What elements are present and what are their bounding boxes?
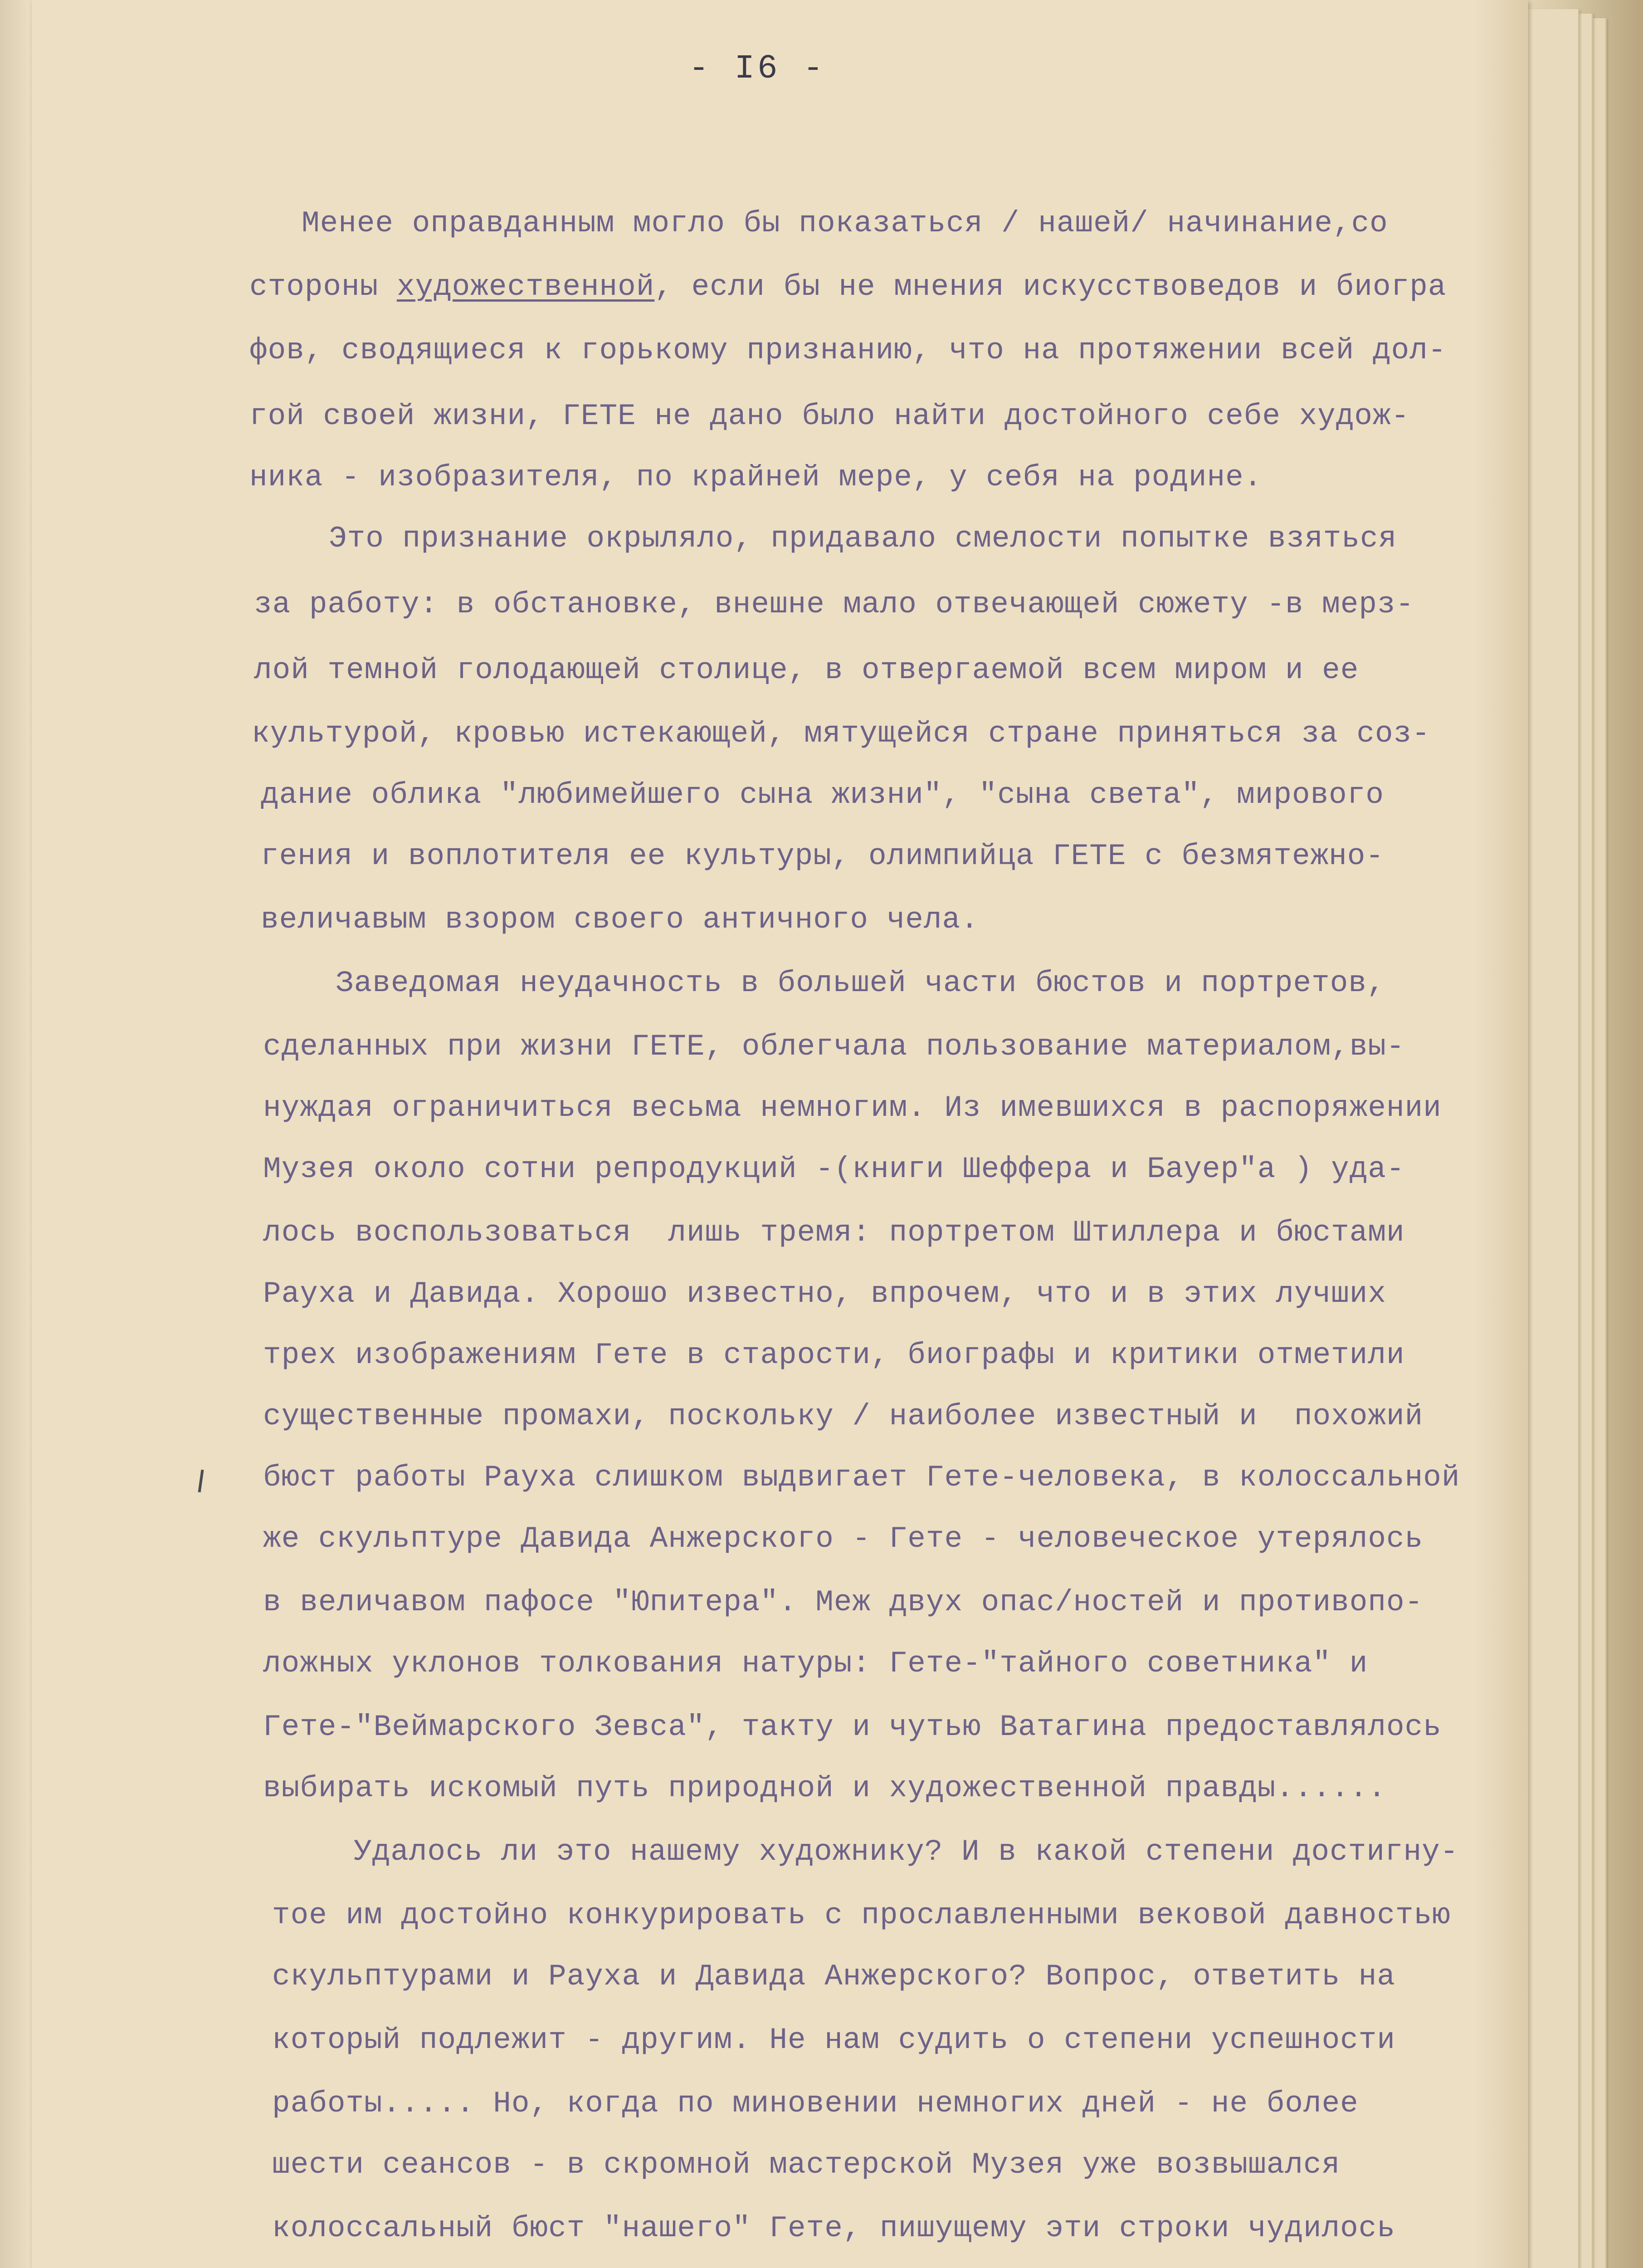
text-line: величавым взором своего античного чела. <box>261 903 979 937</box>
text-line: же скульптуре Давида Анжерского - Гете - человеческое утерялось <box>263 1522 1424 1556</box>
text-line: лось воспользоваться лишь тремя: портретом Штиллера и бюстами <box>263 1216 1405 1250</box>
text-line: существенные промахи, поскольку / наиболее известный и похожий <box>263 1399 1424 1433</box>
text-line: скульптурами и Рауха и Давида Анжерского? Вопрос, ответить на <box>272 1960 1395 1994</box>
text-line: трех изображениям Гете в старости, биографы и критики отметили <box>263 1338 1405 1372</box>
text-line: в величавом пафосе "Юпитера". Меж двух опас/ностей и противопо- <box>263 1585 1424 1619</box>
text-line: сделанных при жизни ГЕТЕ, облегчала пользование материалом,вы- <box>263 1030 1405 1064</box>
underlined-word: художественной <box>396 270 655 304</box>
text-line: дание облика "любимейшего сына жизни", "сына света", мирового <box>261 778 1384 812</box>
text-line-content: стороны художественной, если бы не мнения искусствоведов и биогра <box>249 270 1447 304</box>
text-line: Музея около сотни репродукций -(книги Шеффера и Бауер"а ) уда- <box>263 1152 1405 1186</box>
text-line: лой темной голодающей столице, в отвергаемой всем миром и ее <box>254 653 1359 687</box>
text-line <box>249 270 1446 304</box>
text-line: ника - изобразителя, по крайней мере, у себя на родине. <box>249 460 1263 494</box>
text-line: за работу: в обстановке, внешне мало отвечающей сюжету -в мерз- <box>254 587 1414 621</box>
text-line: Рауха и Давида. Хорошо известно, впрочем, что и в этих лучших <box>263 1277 1386 1311</box>
text-line: нуждая ограничиться весьма немногим. Из имевшихся в распоряжении <box>263 1091 1442 1125</box>
text-line: бюст работы Рауха слишком выдвигает Гете-человека, в колоссальной <box>263 1461 1460 1495</box>
text-line: Заведомая неудачность в большей части бюстов и портретов, <box>336 966 1385 1000</box>
text-line: фов, сводящиеся к горькому признанию, что на протяжении всей дол- <box>249 333 1447 367</box>
text-line: Гете-"Веймарского Зевса", такту и чутью Ватагина предоставлялось <box>263 1710 1442 1744</box>
text-line: культурой, кровью истекающей, мятущейся стране приняться за соз- <box>252 717 1430 751</box>
text-line: который подлежит - другим. Не нам судить о степени успешности <box>272 2023 1395 2057</box>
text-line: колоссальный бюст "нашего" Гете, пишущему эти строки чудилось <box>272 2211 1395 2245</box>
text-line: работы..... Но, когда по миновении немногих дней - не более <box>272 2087 1359 2121</box>
text-line: Это признание окрыляло, придавало смелости попытке взяться <box>329 522 1397 556</box>
text-line: гой своей жизни, ГЕТЕ не дано было найти достойного себе худож- <box>249 399 1410 433</box>
text-line: Менее оправданным могло бы показаться / нашей/ начинание,со <box>302 206 1388 240</box>
text-line: гения и воплотителя ее культуры, олимпийца ГЕТЕ с безмятежно- <box>261 839 1384 873</box>
text-line: Удалось ли это нашему художнику? И в какой степени достигну- <box>354 1835 1459 1869</box>
text-line: шести сеансов - в скромной мастерской Музея уже возвышался <box>272 2148 1341 2182</box>
text-line: ложных уклонов толкования натуры: Гете-"тайного советника" и <box>263 1647 1368 1681</box>
text-line: выбирать искомый путь природной и художественной правды...... <box>263 1771 1386 1805</box>
page-number: - I6 - <box>688 50 826 88</box>
text-line: тое им достойно конкурировать с прославленными вековой давностью <box>272 1898 1451 1932</box>
